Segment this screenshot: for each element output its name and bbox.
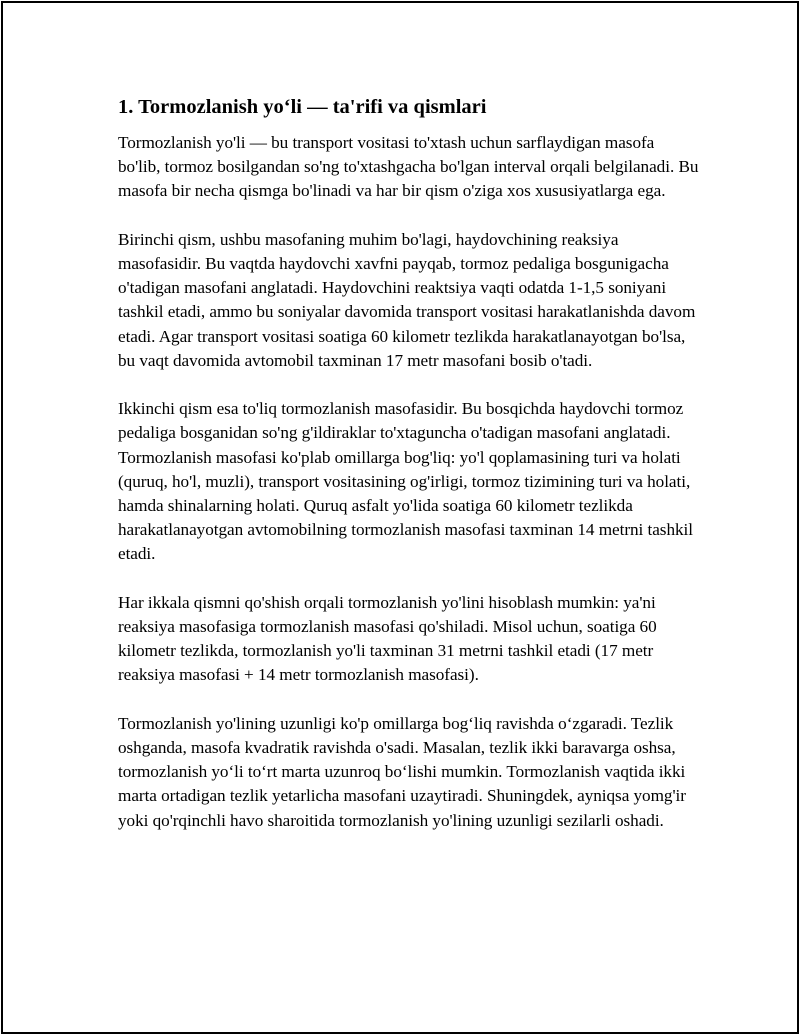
paragraph-influencing-factors: Tormozlanish yo'lining uzunligi ko'p omillarga bog‘liq ravishda o‘zgaradi. Tezlik oshganda, masofa kvadratik ravishda o'sadi. Masalan, tezlik ikki baravarga oshsa, tormozlanish yo‘li to‘rt marta uzunroq bo‘lishi mumkin. Tormozlanish vaqtida ikki marta ortadigan tezlik yetarlicha masofani uzaytiradi. Shuningdek, ayniqsa yomg'ir yoki qo'rqinchli havo sharoitida tormozlanish yo'lining uzunligi sezilarli oshadi. <box>118 713 686 830</box>
paragraph-total-calculation: Har ikkala qismni qo'shish orqali tormozlanish yo'lini hisoblash mumkin: ya'ni reaksiya masofasiga tormozlanish masofasi qo'shiladi. Misol uchun, soatiga 60 kilometr tezlikda, tormozlanish yo'li taxminan 31 metrni tashkil etadi (17 metr reaksiya masofasi + 14 metr tormozlanish masofasi). <box>118 592 657 685</box>
document-body <box>118 93 700 857</box>
paragraph-braking-distance: Ikkinchi qism esa to'liq tormozlanish masofasidir. Bu bosqichda haydovchi tormoz pedaliga bosganidan so'ng g'ildiraklar to'xtaguncha o'tadigan masofani anglatadi. Tormozlanish masofasi ko'plab omillarga bog'liq: yo'l qoplamasining turi va holati (quruq, ho'l, muzli), transport vositasining og'irligi, tormoz tizimining turi va holati, hamda shinalarning holati. Quruq asfalt yo'lida soatiga 60 kilometr tezlikda harakatlanayotgan avtomobilning tormozlanish masofasi taxminan 14 metrni tashkil etadi. <box>118 399 693 564</box>
paragraph-reaction-distance: Birinchi qism, ushbu masofaning muhim bo'lagi, haydovchining reaksiya masofasidir. Bu vaqtda haydovchi xavfni payqab, tormoz pedaliga bosgunigacha o'tadigan masofani anglatadi. Haydovchini reaktsiya vaqti odatda 1-1,5 soniyani tashkil etadi, ammo bu soniyalar davomida transport vositasi harakatlanishda davom etadi. Agar transport vositasi soatiga 60 kilometr tezlikda harakatlanayotgan bo'lsa, bu vaqt davomida avtomobil taxminan 17 metr masofani bosib o'tadi. <box>118 229 696 370</box>
paragraph-definition: Tormozlanish yo'li — bu transport vositasi to'xtash uchun sarflaydigan masofa bo'lib, tormoz bosilgandan so'ng to'xtashgacha bo'lgan interval orqali belgilanadi. Bu masofa bir necha qismga bo'linadi va har bir qism o'ziga xos xususiyatlarga ega. <box>118 133 699 201</box>
section-heading: 1. Tormozlanish yoʻli — ta'rifi va qismlari <box>118 96 487 118</box>
